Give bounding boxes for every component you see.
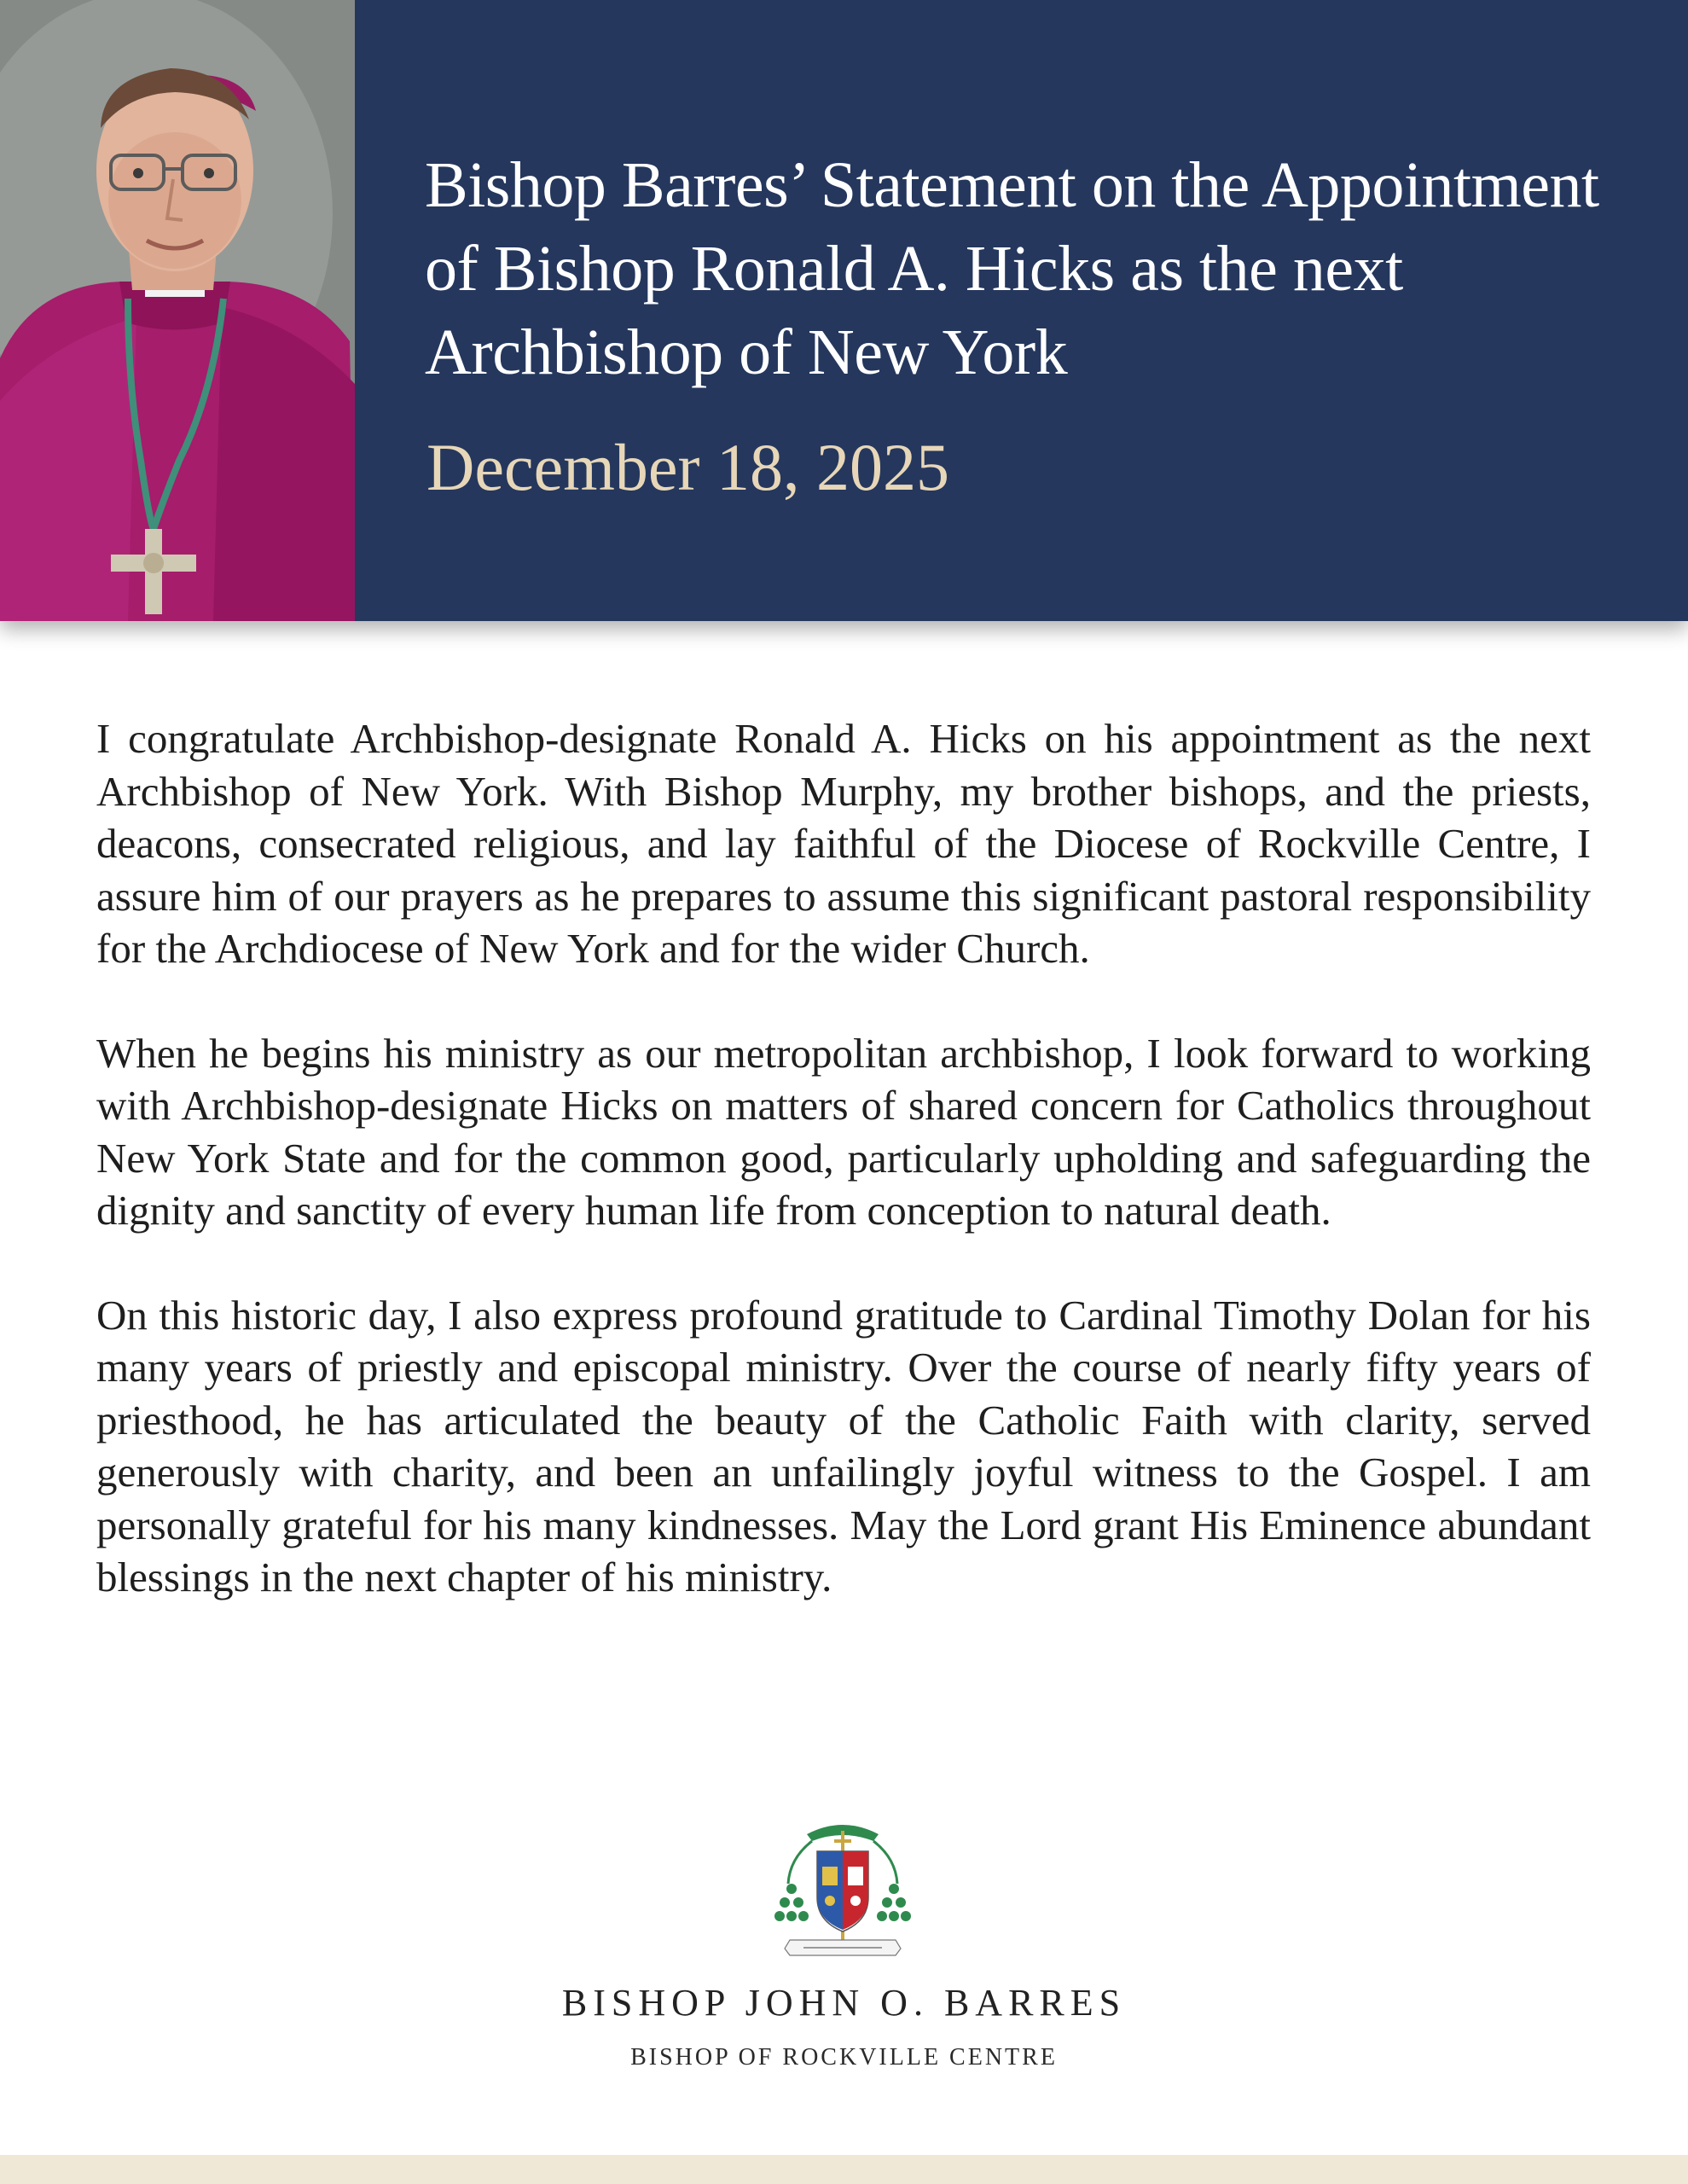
- page-title: Bishop Barres’ Statement on the Appointment of Bishop Ronald A. Hicks as the next Archbishop of New York: [425, 149, 1599, 388]
- header-banner: [0, 0, 1688, 621]
- bishop-portrait-photo: [0, 0, 355, 621]
- statement-paragraph: When he begins his ministry as our metropolitan archbishop, I look forward to working with Archbishop-designate Hicks on matters of shared concern for Catholics throughout New York State and for the common good, particularly upholding and safeguarding the dignity and sanctity of every human life from conception to natural death.: [96, 1029, 1591, 1234]
- statement-paragraph: I congratulate Archbishop-designate Ronald A. Hicks on his appointment as the next Archbishop of New York. With Bishop Murphy, my brother bishops, and the priests, deacons, consecrated religious, and lay faithful of the Diocese of Rockville Centre, I assure him of our prayers as he prepares to assume this significant pastoral responsibility for the Archdiocese of New York and for the wider Church.: [96, 715, 1591, 972]
- statement-body: [96, 712, 1591, 1656]
- signature-name: BISHOP JOHN O. BARRES: [561, 1982, 1127, 2024]
- bishop-portrait: [0, 0, 355, 621]
- coat-of-arms: [773, 1815, 913, 1960]
- signature-title: BISHOP OF ROCKVILLE CENTRE: [630, 2044, 1058, 2071]
- footer-band: [0, 2155, 1688, 2184]
- episcopal-coat-of-arms-icon: [773, 1815, 913, 1960]
- statement-date: December 18, 2025: [426, 430, 949, 504]
- statement-paragraph: On this historic day, I also express profound gratitude to Cardinal Timothy Dolan for his many years of priestly and episcopal ministry. Over the course of nearly fifty years of priesthood, he has articulated the beauty of the Catholic Faith with clarity, served generously with charity, and been an unfailingly joyful witness to the Gospel. I am personally grateful for his many kindnesses. May the Lord grant His Eminence abundant blessings in the next chapter of his ministry.: [96, 1291, 1591, 1600]
